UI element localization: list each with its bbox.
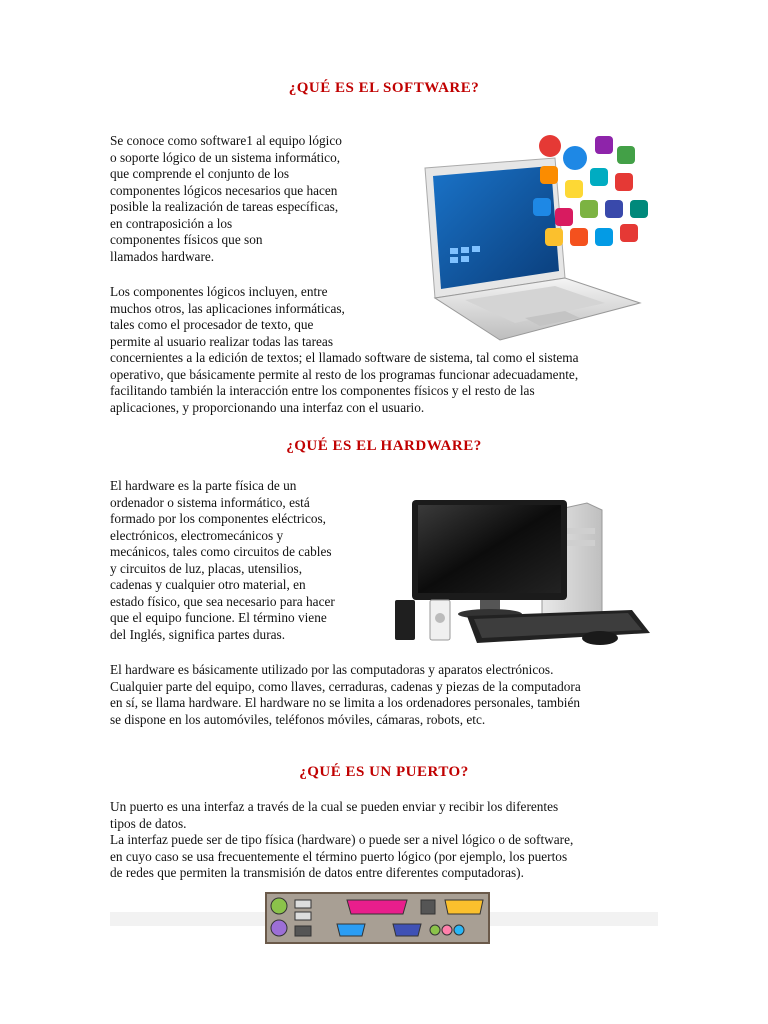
line: tales como el procesador de texto, que bbox=[110, 317, 314, 332]
line: permite al usuario realizar todas las tareas bbox=[110, 333, 333, 349]
line: El hardware es la parte física de un bbox=[110, 478, 297, 493]
line: Se conoce como software1 al equipo lógico bbox=[110, 133, 342, 148]
desktop-illustration bbox=[392, 488, 657, 648]
line: se dispone en los automóviles, teléfonos móviles, cámaras, robots, etc. bbox=[110, 711, 486, 727]
software-paragraph-2-narrow bbox=[110, 284, 392, 350]
line: aplicaciones, y proporcionando una interfaz con el usuario. bbox=[110, 399, 425, 415]
line: posible la realización de tareas específicas, bbox=[110, 199, 339, 214]
laptop-illustration bbox=[405, 128, 660, 343]
software-paragraph-1 bbox=[110, 133, 392, 265]
line: electrónicos, electromecánicos y bbox=[110, 527, 284, 543]
software-heading: ¿QUÉ ES EL SOFTWARE? bbox=[288, 80, 480, 96]
ports-illustration bbox=[265, 892, 490, 944]
line: operativo, que básicamente permite al resto de los programas funcionar adecuadamente, bbox=[110, 366, 579, 382]
hardware-paragraph-2 bbox=[110, 662, 658, 728]
line: El hardware es básicamente utilizado por las computadoras y aparatos electrónicos. bbox=[110, 662, 554, 677]
line: o soporte lógico de un sistema informático, bbox=[110, 149, 341, 165]
line: mecánicos, tales como circuitos de cables bbox=[110, 544, 332, 559]
line: del Inglés, significa partes duras. bbox=[110, 626, 286, 642]
line: cadenas y cualquier otro material, en bbox=[110, 577, 306, 592]
line: tipos de datos. bbox=[110, 815, 187, 831]
line: en cuyo caso se usa frecuentemente el término puerto lógico (por ejemplo, los puertos bbox=[110, 848, 568, 864]
line: Cualquier parte del equipo, como llaves, cerraduras, cadenas y piezas de la computadora bbox=[110, 678, 581, 694]
line: facilitando también la interacción entre los componentes físicos y el resto de las bbox=[110, 383, 535, 398]
line: La interfaz puede ser de tipo física (hardware) o puede ser a nivel lógico o de software, bbox=[110, 832, 574, 847]
line: que el equipo funcione. El término viene bbox=[110, 610, 327, 625]
line: que comprende el conjunto de los bbox=[110, 166, 290, 181]
puerto-paragraph-1 bbox=[110, 799, 658, 832]
line: ordenador o sistema informático, está bbox=[110, 494, 310, 510]
computer-ports-panel-image bbox=[265, 892, 490, 944]
desktop-computer-set-image bbox=[392, 488, 657, 648]
line: estado físico, que sea necesario para hacer bbox=[110, 593, 335, 609]
puerto-paragraph-2 bbox=[110, 832, 658, 882]
line: concernientes a la edición de textos; el llamado software de sistema, tal como el sistema bbox=[110, 350, 579, 365]
hardware-heading: ¿QUÉ ES EL HARDWARE? bbox=[286, 438, 482, 454]
line: Los componentes lógicos incluyen, entre bbox=[110, 284, 328, 299]
line: formado por los componentes eléctricos, bbox=[110, 511, 327, 526]
line: muchos otros, las aplicaciones informáticas, bbox=[110, 300, 345, 316]
line: componentes físicos que son bbox=[110, 232, 263, 247]
laptop-with-app-icons-image bbox=[405, 128, 660, 343]
hardware-paragraph-1 bbox=[110, 478, 374, 643]
line: componentes lógicos necesarios que hacen bbox=[110, 182, 338, 198]
software-paragraph-2-wide bbox=[110, 350, 658, 416]
line: en contraposición a los bbox=[110, 215, 233, 231]
line: llamados hardware. bbox=[110, 248, 215, 264]
line: de redes que permiten la transmisión de datos entre diferentes computadoras). bbox=[110, 865, 524, 880]
line: y circuitos de luz, placas, utensilios, bbox=[110, 560, 303, 576]
line: Un puerto es una interfaz a través de la cual se pueden enviar y recibir los diferentes bbox=[110, 799, 559, 814]
line: en sí, se llama hardware. El hardware no se limita a los ordenadores personales, también bbox=[110, 695, 581, 710]
puerto-heading: ¿QUÉ ES UN PUERTO? bbox=[299, 764, 469, 780]
